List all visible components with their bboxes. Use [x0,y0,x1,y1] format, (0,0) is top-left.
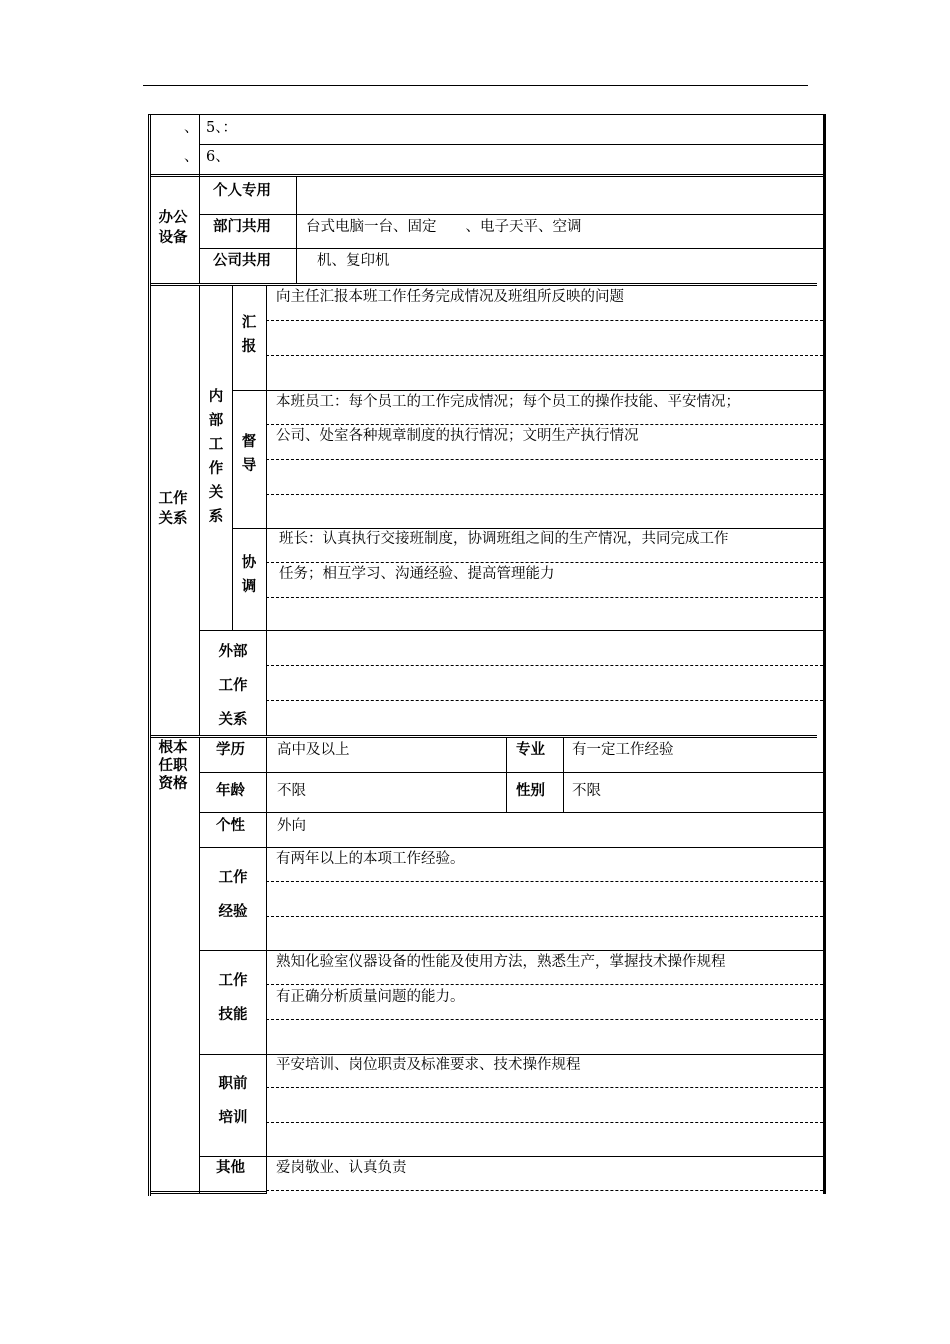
education-value: 高中及以上 [277,742,350,758]
table-left-border [148,114,151,1196]
other-label: 其他 [216,1160,245,1176]
other-value: 爱岗敬业、认真负责 [276,1160,407,1176]
equipment-value: 机、复印机 [317,253,390,269]
equipment-label: 公司共用 [213,253,271,269]
section-label: 根本 任职 资格 [158,740,188,792]
internal-relations-label: 内 部 工 作 关 系 [208,389,224,525]
table-right-border [823,114,826,1194]
gender-value: 不限 [572,783,601,799]
training-label: 职前 培训 [218,1076,248,1126]
skills-text: 有正确分析质量问题的能力。 [276,989,465,1005]
supervise-text: 本班员工：每个员工的工作完成情况；每个员工的操作技能、平安情况； [276,394,740,410]
experience-value: 有两年以上的本项工作经验。 [276,851,465,867]
top-row-text: 6、 [206,149,230,165]
skills-label: 工作 技能 [218,973,248,1023]
report-text: 向主任汇报本班工作任务完成情况及班组所反映的问题 [276,289,624,305]
major-label: 专业 [516,742,545,758]
equipment-label: 个人专用 [213,183,271,199]
gender-label: 性别 [516,783,545,799]
skills-text: 熟知化验室仪器设备的性能及使用方法，熟悉生产，掌握技术操作规程 [276,954,726,970]
experience-label: 工作 经验 [218,870,248,920]
coordinate-label: 协 调 [241,555,257,595]
top-row-text: 5、： [206,120,237,136]
external-relations-label: 外部 工作 关系 [218,644,248,728]
coordinate-text: 班长：认真执行交接班制度，协调班组之间的生产情况，共同完成工作 [279,531,729,547]
equipment-label: 部门共用 [213,219,271,235]
age-value: 不限 [277,783,306,799]
major-value: 有一定工作经验 [572,742,674,758]
personality-value: 外向 [277,818,306,834]
section-label: 设备 [158,230,188,246]
section-label: 办公 [158,210,188,226]
top-row-marker: 、 [184,149,199,165]
coordinate-text: 任务；相互学习、沟通经验、提高管理能力 [279,566,555,582]
header-rule [143,85,808,86]
section-label: 关系 [158,511,188,527]
report-label: 汇 报 [241,315,257,355]
personality-label: 个性 [216,818,245,834]
training-value: 平安培训、岗位职责及标准要求、技术操作规程 [276,1057,581,1073]
age-label: 年龄 [216,783,245,799]
supervise-text: 公司、处室各种规章制度的执行情况；文明生产执行情况 [276,428,639,444]
top-row-marker: 、 [184,120,199,136]
equipment-value: 台式电脑一台、固定 、电子天平、空调 [306,219,582,235]
supervise-label: 督 导 [241,434,257,474]
education-label: 学历 [216,742,245,758]
section-label: 工作 [158,491,188,507]
